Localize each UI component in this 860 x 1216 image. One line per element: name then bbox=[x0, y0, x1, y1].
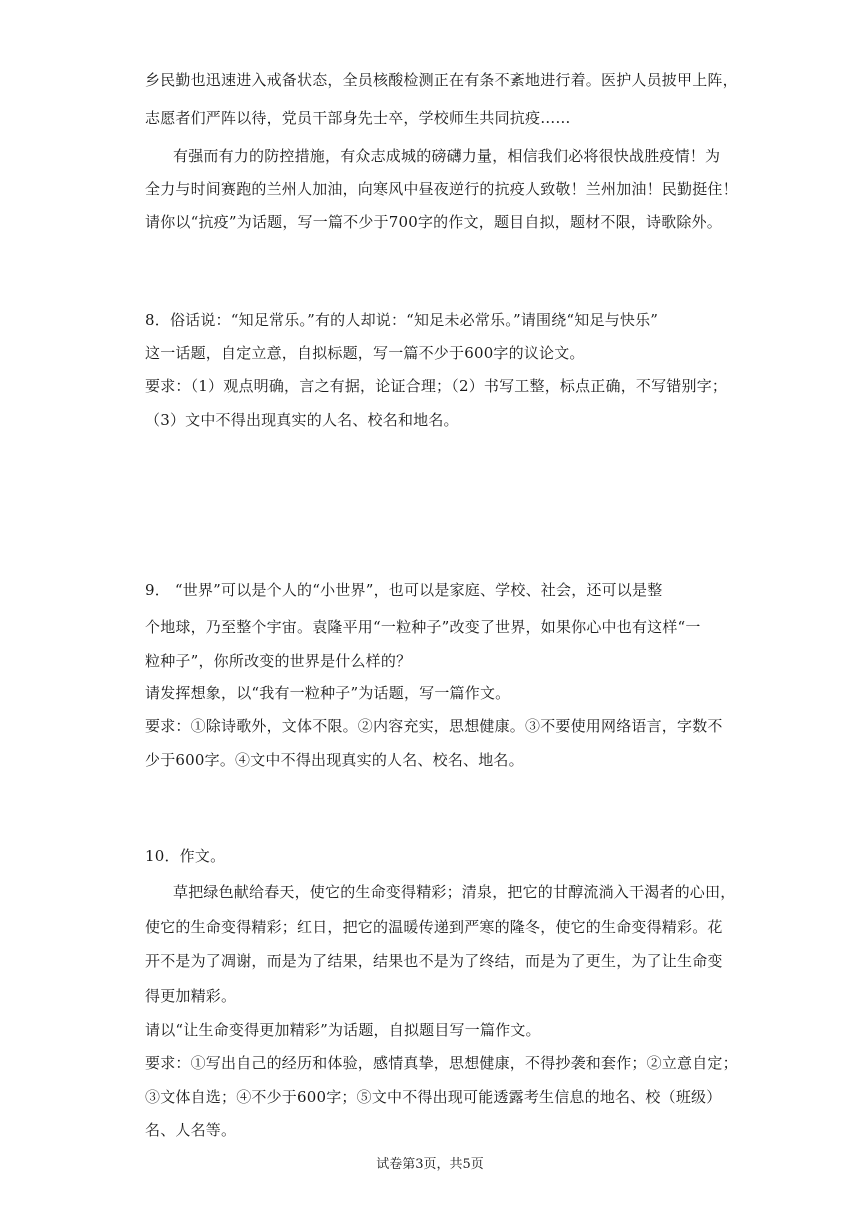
q8-line-2: 这一话题，自定立意，自拟标题，写一篇不少于600字的议论文。 bbox=[145, 344, 585, 362]
q8-line-1: 8．俗话说：“知足常乐。”有的人却说：“知足未必常乐。”请围绕“知足与快乐” bbox=[145, 311, 659, 329]
page-footer: 试卷第3页，共5页 bbox=[376, 1157, 484, 1172]
intro-line-3: 有强而有力的防控措施，有众志成城的磅礴力量，相信我们必将很快战胜疫情！为 bbox=[173, 147, 721, 165]
q10-line-2: 草把绿色献给春天，使它的生命变得精彩；清泉，把它的甘醇流淌入干渴者的心田， bbox=[173, 883, 736, 901]
q10-line-1: 10．作文。 bbox=[145, 847, 226, 865]
q9-line-3: 粒种子”，你所改变的世界是什么样的？ bbox=[145, 652, 412, 670]
q8-line-3: 要求：（1）观点明确，言之有据，论证合理；（2）书写工整，标点正确，不写错别字； bbox=[145, 377, 728, 395]
q10-line-4: 开不是为了凋谢，而是为了结果，结果也不是为了终结，而是为了更生，为了让生命变 bbox=[145, 952, 723, 970]
q10-line-7: 要求：①写出自己的经历和体验，感情真挚，思想健康，不得抄袭和套作；②立意自定； bbox=[145, 1054, 738, 1072]
q10-line-9: 名、人名等。 bbox=[145, 1121, 237, 1139]
intro-line-2: 志愿者们严阵以待，党员干部身先士卒，学校师生共同抗疫…… bbox=[145, 109, 571, 127]
q9-line-6: 少于600字。④文中不得出现真实的人名、校名、地名。 bbox=[145, 751, 524, 769]
intro-line-4: 全力与时间赛跑的兰州人加油，向寒风中昼夜逆行的抗疫人致敬！兰州加油！民勤挺住！ bbox=[145, 180, 738, 198]
q9-line-2: 个地球，乃至整个宇宙。袁隆平用“一粒种子”改变了世界，如果你心中也有这样“一 bbox=[145, 618, 701, 636]
intro-line-5: 请你以“抗疫”为话题，写一篇不少于700字的作文，题目自拟，题材不限，诗歌除外。 bbox=[145, 213, 722, 231]
intro-line-1: 乡民勤也迅速进入戒备状态，全员核酸检测正在有条不紊地进行着。医护人员披甲上阵， bbox=[145, 71, 738, 89]
q9-line-1: 9． “世界”可以是个人的“小世界”，也可以是家庭、学校、社会，还可以是整 bbox=[145, 581, 663, 599]
q9-line-5: 要求：①除诗歌外，文体不限。②内容充实，思想健康。③不要使用网络语言，字数不 bbox=[145, 717, 723, 735]
q10-line-5: 得更加精彩。 bbox=[145, 987, 237, 1005]
q10-line-6: 请以“让生命变得更加精彩”为话题，自拟题目写一篇作文。 bbox=[145, 1021, 541, 1039]
q10-line-3: 使它的生命变得精彩；红日，把它的温暖传递到严寒的隆冬，使它的生命变得精彩。花 bbox=[145, 918, 723, 936]
q10-line-8: ③文体自选；④不少于600字；⑤文中不得出现可能透露考生信息的地名、校（班级） bbox=[145, 1088, 722, 1106]
q9-line-4: 请发挥想象，以“我有一粒种子”为话题，写一篇作文。 bbox=[145, 684, 511, 702]
q8-line-4: （3）文中不得出现真实的人名、校名和地名。 bbox=[145, 411, 459, 429]
